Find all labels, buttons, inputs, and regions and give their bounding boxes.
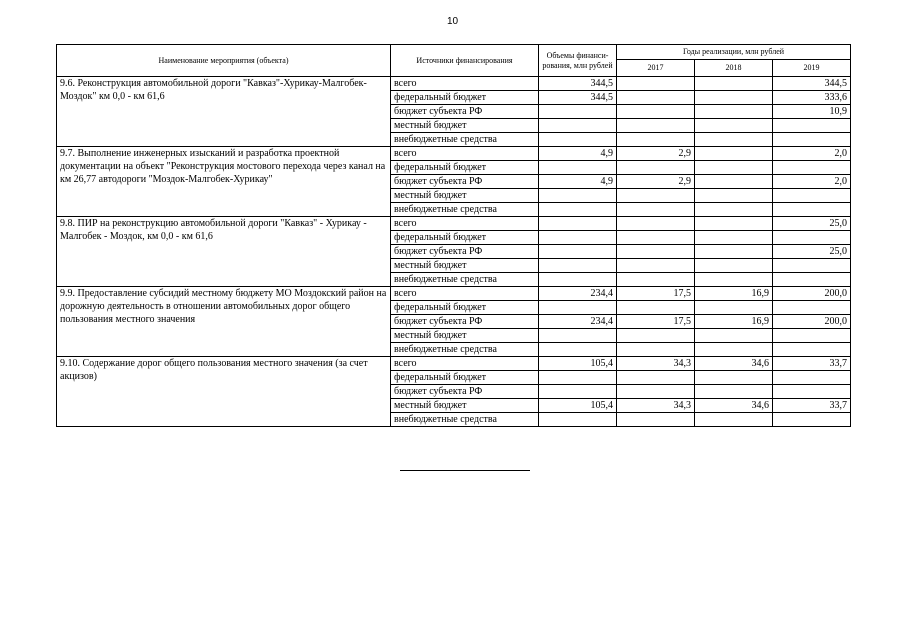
funding-source: местный бюджет: [391, 329, 539, 343]
funding-source: федеральный бюджет: [391, 231, 539, 245]
measure-name: 9.9. Предоставление субсидий местному бюджету МО Моздокский район на дорожную деятельность в отношении автомобильных дорог общего пользования местного значения: [57, 287, 391, 357]
funding-source: бюджет субъекта РФ: [391, 105, 539, 119]
amount-y2017: [617, 343, 695, 357]
amount-total: 105,4: [539, 399, 617, 413]
amount-total: [539, 189, 617, 203]
amount-y2018: 16,9: [695, 287, 773, 301]
amount-y2018: [695, 133, 773, 147]
amount-total: [539, 133, 617, 147]
amount-y2019: 33,7: [773, 399, 851, 413]
amount-y2018: [695, 119, 773, 133]
header-year-2018: 2018: [695, 60, 773, 77]
amount-y2017: [617, 133, 695, 147]
funding-source: всего: [391, 217, 539, 231]
amount-y2017: 17,5: [617, 315, 695, 329]
measure-name: 9.7. Выполнение инженерных изысканий и разработка проектной документации на объект "Реконструкция мостового перехода через канал на км 26,77 автодороги "Моздок-Малгобек-Хурикау": [57, 147, 391, 217]
measure-name: 9.6. Реконструкция автомобильной дороги "Кавказ"-Хурикау-Малгобек-Моздок" км 0,0 - км 61,6: [57, 77, 391, 147]
amount-y2017: 2,9: [617, 175, 695, 189]
funding-source: внебюджетные средства: [391, 273, 539, 287]
amount-y2018: [695, 385, 773, 399]
amount-y2019: 200,0: [773, 315, 851, 329]
amount-y2019: 200,0: [773, 287, 851, 301]
amount-y2019: [773, 329, 851, 343]
amount-total: [539, 301, 617, 315]
amount-total: [539, 245, 617, 259]
amount-y2019: 2,0: [773, 147, 851, 161]
amount-y2017: [617, 245, 695, 259]
amount-y2019: 344,5: [773, 77, 851, 91]
amount-y2017: [617, 217, 695, 231]
amount-y2018: [695, 329, 773, 343]
amount-y2018: [695, 77, 773, 91]
amount-y2017: [617, 413, 695, 427]
amount-y2018: [695, 231, 773, 245]
funding-source: местный бюджет: [391, 259, 539, 273]
funding-source: всего: [391, 77, 539, 91]
amount-total: [539, 329, 617, 343]
amount-y2017: [617, 91, 695, 105]
amount-y2018: [695, 217, 773, 231]
amount-y2017: [617, 273, 695, 287]
amount-y2019: 33,7: [773, 357, 851, 371]
amount-y2019: [773, 203, 851, 217]
amount-y2018: [695, 273, 773, 287]
amount-y2019: [773, 119, 851, 133]
amount-y2018: [695, 175, 773, 189]
header-volume: Объемы финанси-рования, млн рублей: [539, 45, 617, 77]
funding-source: бюджет субъекта РФ: [391, 385, 539, 399]
amount-y2019: [773, 413, 851, 427]
amount-total: 344,5: [539, 77, 617, 91]
amount-y2018: [695, 413, 773, 427]
amount-total: 4,9: [539, 147, 617, 161]
amount-y2018: [695, 343, 773, 357]
amount-y2017: [617, 371, 695, 385]
amount-y2019: 25,0: [773, 217, 851, 231]
amount-total: 105,4: [539, 357, 617, 371]
amount-y2018: [695, 105, 773, 119]
table-row: [57, 147, 851, 161]
financing-table: [56, 44, 851, 427]
amount-y2019: [773, 273, 851, 287]
funding-source: внебюджетные средства: [391, 343, 539, 357]
amount-y2017: [617, 105, 695, 119]
table-row: [57, 217, 851, 231]
header-source: Источники финансирования: [391, 45, 539, 77]
amount-y2017: [617, 301, 695, 315]
amount-y2017: [617, 329, 695, 343]
header-name: Наименование мероприятия (объекта): [57, 45, 391, 77]
funding-source: местный бюджет: [391, 189, 539, 203]
amount-y2018: [695, 203, 773, 217]
footer-rule: [400, 470, 530, 471]
header-year-2019: 2019: [773, 60, 851, 77]
amount-y2017: [617, 189, 695, 203]
amount-total: 344,5: [539, 91, 617, 105]
amount-y2017: [617, 385, 695, 399]
amount-y2018: [695, 301, 773, 315]
amount-y2019: 25,0: [773, 245, 851, 259]
amount-y2019: [773, 161, 851, 175]
table-row: [57, 287, 851, 301]
amount-y2019: [773, 189, 851, 203]
amount-y2019: 333,6: [773, 91, 851, 105]
funding-source: федеральный бюджет: [391, 91, 539, 105]
amount-total: [539, 413, 617, 427]
funding-source: федеральный бюджет: [391, 371, 539, 385]
funding-source: внебюджетные средства: [391, 133, 539, 147]
funding-source: всего: [391, 357, 539, 371]
amount-y2018: [695, 161, 773, 175]
amount-y2018: [695, 245, 773, 259]
amount-total: [539, 217, 617, 231]
amount-y2018: [695, 147, 773, 161]
amount-y2018: [695, 189, 773, 203]
amount-total: [539, 371, 617, 385]
amount-total: 234,4: [539, 287, 617, 301]
amount-y2019: [773, 371, 851, 385]
amount-y2019: 2,0: [773, 175, 851, 189]
header-year-2017: 2017: [617, 60, 695, 77]
funding-source: местный бюджет: [391, 399, 539, 413]
funding-source: бюджет субъекта РФ: [391, 315, 539, 329]
amount-y2017: [617, 231, 695, 245]
header-years-group: Годы реализации, млн рублей: [617, 45, 851, 60]
amount-total: [539, 161, 617, 175]
amount-y2017: 17,5: [617, 287, 695, 301]
table-row: [57, 77, 851, 91]
funding-source: местный бюджет: [391, 119, 539, 133]
amount-total: [539, 259, 617, 273]
amount-total: 4,9: [539, 175, 617, 189]
funding-source: всего: [391, 287, 539, 301]
amount-total: [539, 231, 617, 245]
amount-y2019: [773, 259, 851, 273]
amount-y2017: [617, 203, 695, 217]
amount-y2019: [773, 385, 851, 399]
funding-source: федеральный бюджет: [391, 161, 539, 175]
amount-y2019: [773, 343, 851, 357]
amount-y2019: [773, 301, 851, 315]
amount-y2017: 34,3: [617, 357, 695, 371]
amount-total: [539, 273, 617, 287]
amount-total: [539, 105, 617, 119]
amount-y2017: [617, 119, 695, 133]
table-body: [57, 77, 851, 427]
funding-source: всего: [391, 147, 539, 161]
funding-source: бюджет субъекта РФ: [391, 175, 539, 189]
funding-source: внебюджетные средства: [391, 203, 539, 217]
measure-name: 9.10. Содержание дорог общего пользования местного значения (за счет акцизов): [57, 357, 391, 427]
funding-source: внебюджетные средства: [391, 413, 539, 427]
measure-name: 9.8. ПИР на реконструкцию автомобильной дороги "Кавказ" - Хурикау - Малгобек - Моздок, км 0,0 - км 61,6: [57, 217, 391, 287]
amount-y2018: [695, 91, 773, 105]
amount-total: 234,4: [539, 315, 617, 329]
amount-y2017: 34,3: [617, 399, 695, 413]
amount-y2019: 10,9: [773, 105, 851, 119]
funding-source: федеральный бюджет: [391, 301, 539, 315]
amount-y2017: [617, 77, 695, 91]
amount-y2017: [617, 161, 695, 175]
amount-y2018: 34,6: [695, 357, 773, 371]
amount-total: [539, 203, 617, 217]
amount-total: [539, 343, 617, 357]
funding-source: бюджет субъекта РФ: [391, 245, 539, 259]
amount-total: [539, 385, 617, 399]
amount-y2018: [695, 259, 773, 273]
amount-y2018: 34,6: [695, 399, 773, 413]
amount-y2018: 16,9: [695, 315, 773, 329]
page-number: 10: [446, 16, 459, 27]
amount-y2019: [773, 231, 851, 245]
amount-y2019: [773, 133, 851, 147]
amount-y2017: 2,9: [617, 147, 695, 161]
amount-y2018: [695, 371, 773, 385]
table-row: [57, 357, 851, 371]
amount-y2017: [617, 259, 695, 273]
amount-total: [539, 119, 617, 133]
